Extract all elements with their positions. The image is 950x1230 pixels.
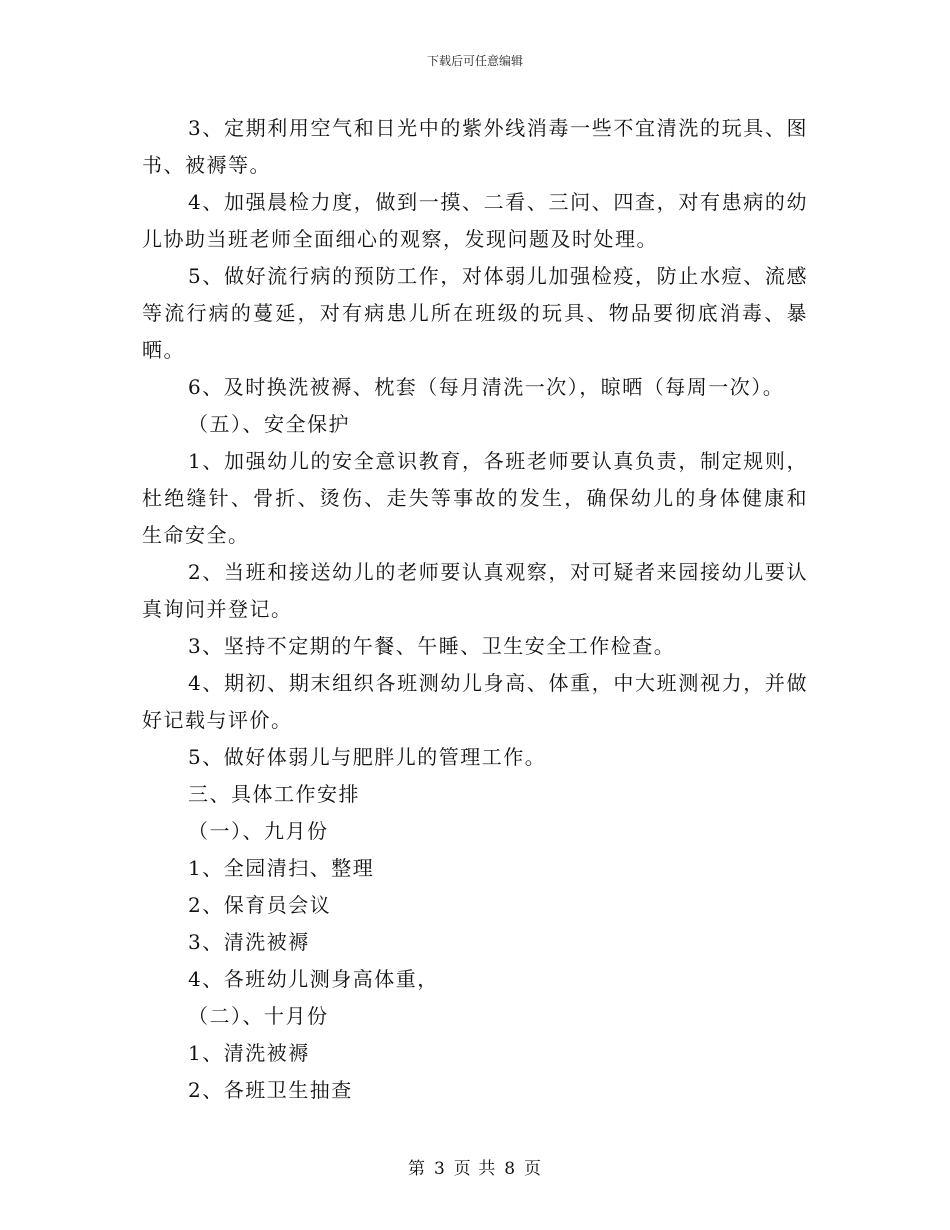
paragraph-1: 3、定期利用空气和日光中的紫外线消毒一些不宜清洗的玩具、图书、被褥等。 <box>142 116 808 177</box>
footer-middle: 页 共 <box>453 1159 497 1179</box>
paragraph-7: 3、坚持不定期的午餐、午睡、卫生安全工作检查。 <box>188 634 676 658</box>
footer-prefix: 第 <box>407 1159 426 1179</box>
paragraph-5: 1、加强幼儿的安全意识教育，各班老师要认真负责，制定规则，杜绝缝针、骨折、烫伤、走失等事故的发生，确保幼儿的身体健康和生命安全。 <box>142 449 808 547</box>
subheading-october: （二）、十月份 <box>188 1004 329 1028</box>
total-page-number: 8 <box>504 1159 517 1179</box>
subheading-september: （一）、九月份 <box>188 819 329 843</box>
list-item: 1、全园清扫、整理 <box>188 856 375 880</box>
list-item: 1、清洗被褥 <box>188 1041 310 1065</box>
paragraph-8: 4、期初、期末组织各班测幼儿身高、体重，中大班测视力，并做好记载与评价。 <box>142 671 808 732</box>
list-item: 2、各班卫生抽查 <box>188 1078 353 1102</box>
section-heading-schedule: 三、具体工作安排 <box>188 782 360 806</box>
footer-suffix: 页 <box>524 1159 543 1179</box>
list-item: 4、各班幼儿测身高体重， <box>188 967 439 991</box>
section-heading-safety: （五）、安全保护 <box>188 412 350 436</box>
paragraph-9: 5、做好体弱儿与肥胖儿的管理工作。 <box>188 745 547 769</box>
paragraph-3: 5、做好流行病的预防工作，对体弱儿加强检疫，防止水痘、流感等流行病的蔓延，对有病患儿所在班级的玩具、物品要彻底消毒、暴晒。 <box>142 264 808 362</box>
paragraph-6: 2、当班和接送幼儿的老师要认真观察，对可疑者来园接幼儿要认真询问并登记。 <box>142 560 808 621</box>
list-item: 3、清洗被褥 <box>188 930 310 954</box>
page-header: 下载后可任意编辑 <box>426 54 523 68</box>
paragraph-2: 4、加强晨检力度，做到一摸、二看、三问、四查，对有患病的幼儿协助当班老师全面细心的观察，发现问题及时处理。 <box>142 190 808 251</box>
paragraph-4: 6、及时换洗被褥、枕套（每月清洗一次），晾晒（每周一次）。 <box>188 375 785 399</box>
document-body <box>142 110 808 1109</box>
list-item: 2、保育员会议 <box>188 893 332 917</box>
page-number-footer <box>0 1154 950 1179</box>
current-page-number: 3 <box>433 1159 446 1179</box>
